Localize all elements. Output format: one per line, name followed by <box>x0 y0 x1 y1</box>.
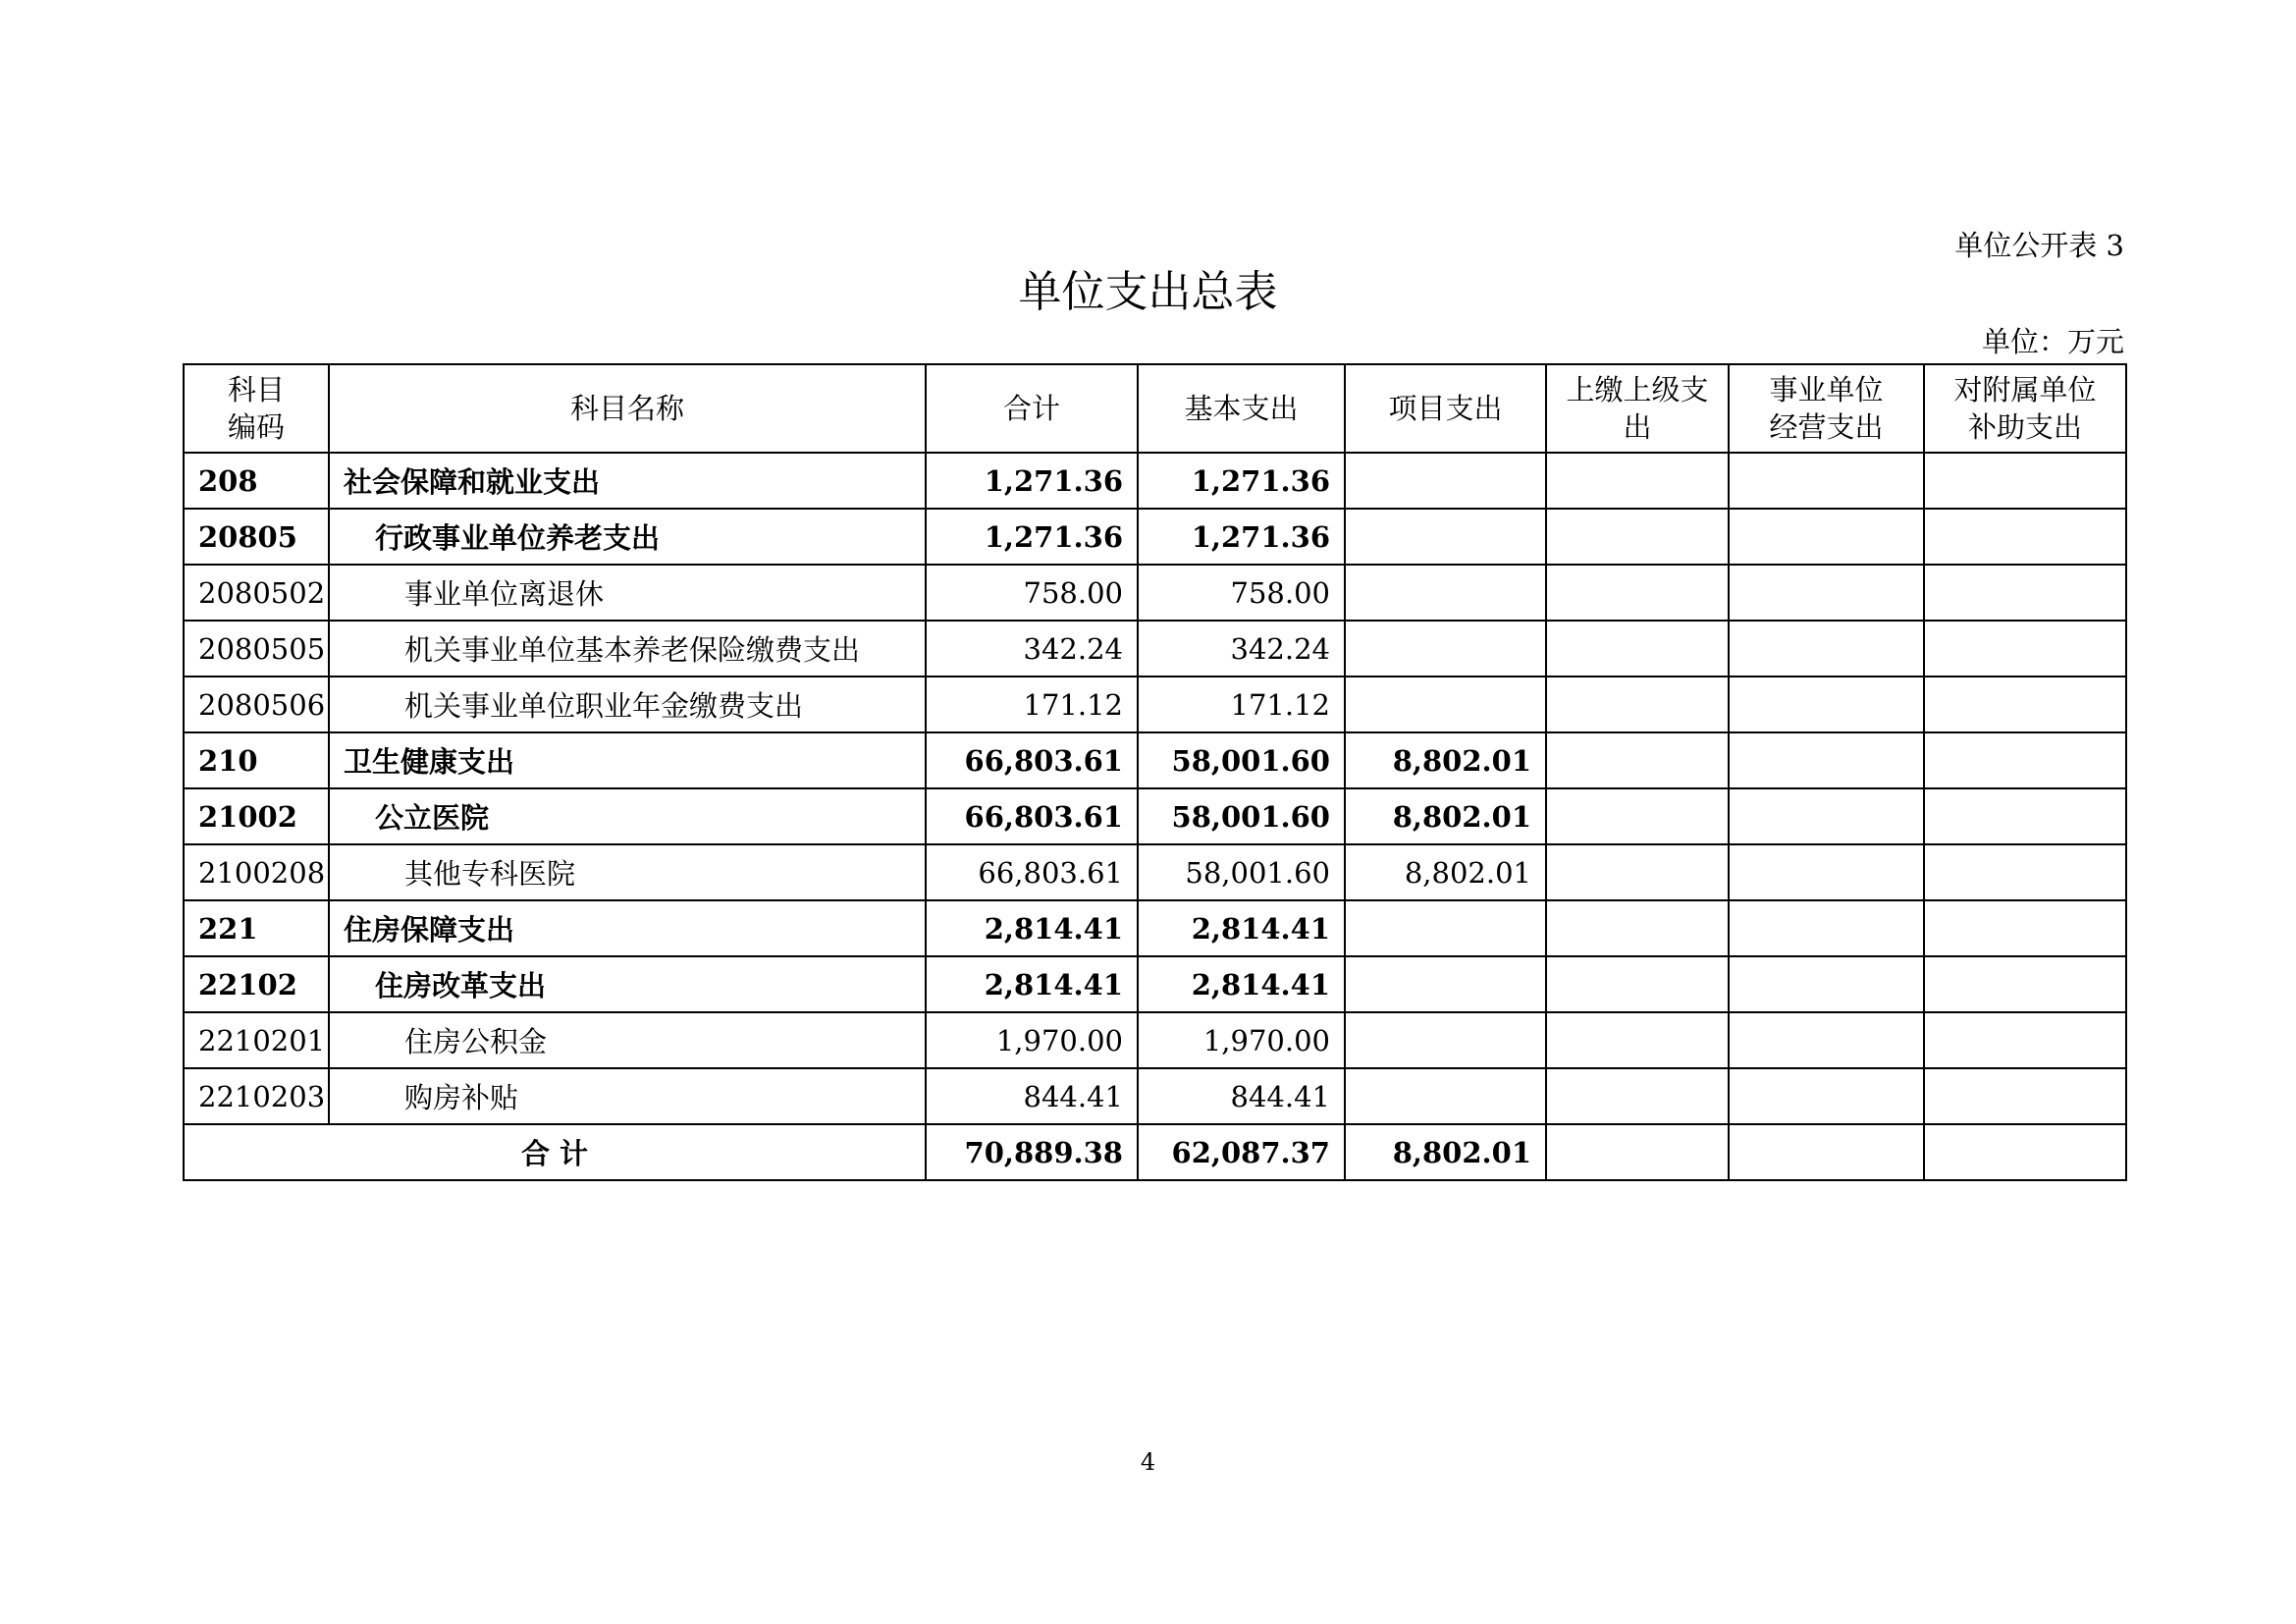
cell-basic: 2,814.41 <box>1138 956 1345 1012</box>
cell-project <box>1345 956 1546 1012</box>
form-id: 单位公开表 3 <box>1954 229 2124 262</box>
cell-name: 社会保障和就业支出 <box>329 453 926 509</box>
cell-business <box>1729 453 1924 509</box>
cell-name: 住房公积金 <box>329 1012 926 1068</box>
header-basic: 基本支出 <box>1138 364 1345 453</box>
cell-name: 机关事业单位职业年金缴费支出 <box>329 677 926 732</box>
cell-project <box>1345 621 1546 677</box>
header-subsidiary: 对附属单位 补助支出 <box>1924 364 2126 453</box>
cell-project <box>1345 900 1546 956</box>
table-row <box>184 956 2126 1012</box>
total-cell-upper <box>1546 1124 1729 1180</box>
cell-total: 66,803.61 <box>926 788 1138 844</box>
cell-subsidiary <box>1924 1012 2126 1068</box>
cell-upper <box>1546 453 1729 509</box>
cell-project <box>1345 565 1546 621</box>
total-cell-business <box>1729 1124 1924 1180</box>
page-title: 单位支出总表 <box>1018 267 1278 317</box>
cell-project <box>1345 677 1546 732</box>
cell-code: 2080502 <box>184 565 329 621</box>
cell-code: 221 <box>184 900 329 956</box>
cell-code: 20805 <box>184 509 329 565</box>
cell-business <box>1729 732 1924 788</box>
cell-subsidiary <box>1924 509 2126 565</box>
cell-basic: 1,970.00 <box>1138 1012 1345 1068</box>
cell-code: 2210201 <box>184 1012 329 1068</box>
table-row <box>184 1068 2126 1124</box>
table-row <box>184 565 2126 621</box>
cell-name: 其他专科医院 <box>329 844 926 900</box>
cell-code: 22102 <box>184 956 329 1012</box>
cell-total: 1,271.36 <box>926 509 1138 565</box>
table-body <box>184 453 2126 1180</box>
table-row <box>184 900 2126 956</box>
cell-code: 2210203 <box>184 1068 329 1124</box>
cell-name: 机关事业单位基本养老保险缴费支出 <box>329 621 926 677</box>
cell-subsidiary <box>1924 453 2126 509</box>
cell-business <box>1729 509 1924 565</box>
cell-code: 2080506 <box>184 677 329 732</box>
cell-subsidiary <box>1924 844 2126 900</box>
cell-upper <box>1546 677 1729 732</box>
cell-code: 210 <box>184 732 329 788</box>
table-row <box>184 621 2126 677</box>
cell-business <box>1729 956 1924 1012</box>
cell-upper <box>1546 565 1729 621</box>
cell-code: 208 <box>184 453 329 509</box>
table-row <box>184 453 2126 509</box>
total-cell-project: 8,802.01 <box>1345 1124 1546 1180</box>
expense-summary-table <box>183 363 2127 1181</box>
cell-subsidiary <box>1924 677 2126 732</box>
cell-basic: 1,271.36 <box>1138 509 1345 565</box>
cell-total: 844.41 <box>926 1068 1138 1124</box>
header-total: 合计 <box>926 364 1138 453</box>
cell-business <box>1729 844 1924 900</box>
cell-total: 171.12 <box>926 677 1138 732</box>
cell-business <box>1729 677 1924 732</box>
cell-name: 卫生健康支出 <box>329 732 926 788</box>
cell-subsidiary <box>1924 565 2126 621</box>
cell-total: 342.24 <box>926 621 1138 677</box>
cell-total: 2,814.41 <box>926 956 1138 1012</box>
cell-basic: 58,001.60 <box>1138 732 1345 788</box>
cell-basic: 1,271.36 <box>1138 453 1345 509</box>
cell-subsidiary <box>1924 732 2126 788</box>
cell-basic: 58,001.60 <box>1138 844 1345 900</box>
cell-total: 66,803.61 <box>926 732 1138 788</box>
cell-subsidiary <box>1924 621 2126 677</box>
cell-name: 购房补贴 <box>329 1068 926 1124</box>
header-name: 科目名称 <box>329 364 926 453</box>
cell-business <box>1729 621 1924 677</box>
cell-project <box>1345 509 1546 565</box>
cell-business <box>1729 1012 1924 1068</box>
header-business: 事业单位 经营支出 <box>1729 364 1924 453</box>
page-number: 4 <box>1140 1448 1156 1476</box>
table-row <box>184 677 2126 732</box>
total-cell-basic: 62,087.37 <box>1138 1124 1345 1180</box>
cell-business <box>1729 900 1924 956</box>
total-cell-subsidiary <box>1924 1124 2126 1180</box>
table-row <box>184 1012 2126 1068</box>
cell-upper <box>1546 788 1729 844</box>
table-row <box>184 788 2126 844</box>
cell-code: 2080505 <box>184 621 329 677</box>
cell-project: 8,802.01 <box>1345 788 1546 844</box>
cell-name: 公立医院 <box>329 788 926 844</box>
total-label: 合 计 <box>184 1124 926 1180</box>
cell-project: 8,802.01 <box>1345 844 1546 900</box>
cell-upper <box>1546 956 1729 1012</box>
cell-basic: 2,814.41 <box>1138 900 1345 956</box>
cell-total: 1,970.00 <box>926 1012 1138 1068</box>
cell-code: 2100208 <box>184 844 329 900</box>
total-cell-total: 70,889.38 <box>926 1124 1138 1180</box>
cell-basic: 758.00 <box>1138 565 1345 621</box>
cell-subsidiary <box>1924 1068 2126 1124</box>
header-project: 项目支出 <box>1345 364 1546 453</box>
cell-basic: 58,001.60 <box>1138 788 1345 844</box>
cell-upper <box>1546 509 1729 565</box>
cell-business <box>1729 1068 1924 1124</box>
total-row <box>184 1124 2126 1180</box>
cell-name: 行政事业单位养老支出 <box>329 509 926 565</box>
header-upper: 上缴上级支出 <box>1546 364 1729 453</box>
cell-code: 21002 <box>184 788 329 844</box>
cell-project <box>1345 1012 1546 1068</box>
cell-name: 事业单位离退休 <box>329 565 926 621</box>
cell-basic: 171.12 <box>1138 677 1345 732</box>
cell-total: 2,814.41 <box>926 900 1138 956</box>
cell-basic: 844.41 <box>1138 1068 1345 1124</box>
unit-label: 单位：万元 <box>1981 325 2124 358</box>
cell-upper <box>1546 844 1729 900</box>
cell-subsidiary <box>1924 956 2126 1012</box>
cell-total: 66,803.61 <box>926 844 1138 900</box>
cell-subsidiary <box>1924 788 2126 844</box>
cell-upper <box>1546 621 1729 677</box>
cell-upper <box>1546 900 1729 956</box>
cell-upper <box>1546 1068 1729 1124</box>
cell-name: 住房保障支出 <box>329 900 926 956</box>
cell-basic: 342.24 <box>1138 621 1345 677</box>
table-header <box>184 364 2126 453</box>
table-row <box>184 732 2126 788</box>
table-row <box>184 509 2126 565</box>
cell-project <box>1345 453 1546 509</box>
cell-upper <box>1546 1012 1729 1068</box>
cell-project: 8,802.01 <box>1345 732 1546 788</box>
cell-total: 1,271.36 <box>926 453 1138 509</box>
cell-subsidiary <box>1924 900 2126 956</box>
cell-business <box>1729 788 1924 844</box>
table-row <box>184 844 2126 900</box>
cell-project <box>1345 1068 1546 1124</box>
cell-business <box>1729 565 1924 621</box>
cell-name: 住房改革支出 <box>329 956 926 1012</box>
cell-upper <box>1546 732 1729 788</box>
header-code: 科目 编码 <box>184 364 329 453</box>
cell-total: 758.00 <box>926 565 1138 621</box>
